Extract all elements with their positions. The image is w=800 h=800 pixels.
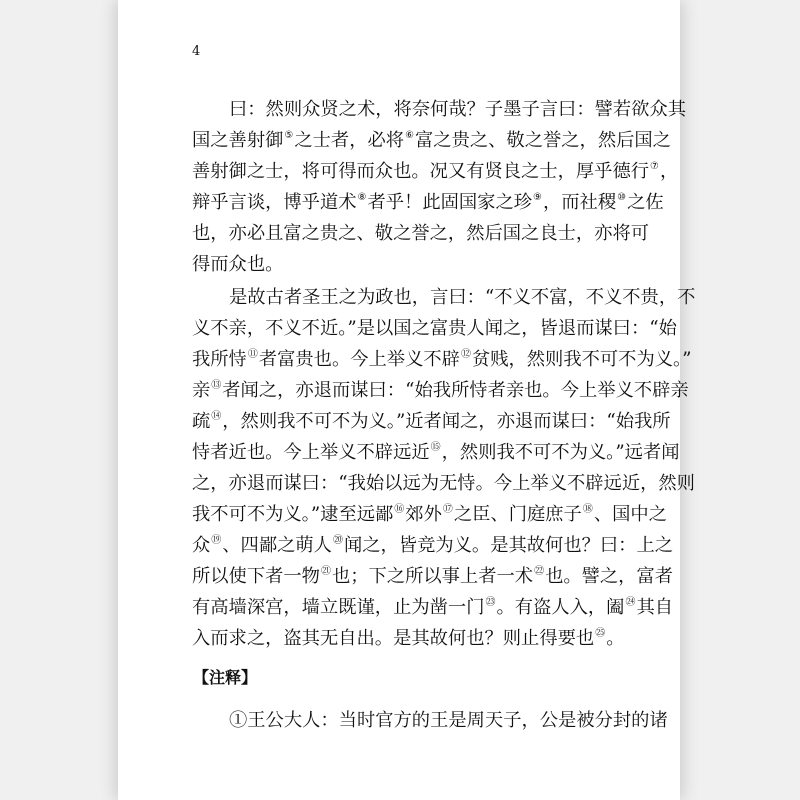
text-line: 疏⑭，然则我不可不为义。”近者闻之，亦退而谋曰：“始我所 [192,411,671,432]
footnote-marker: ⑨ [533,192,542,203]
footnote-marker: ⑤ [284,130,294,141]
text-line: 曰：然则众贤之术，将奈何哉？子墨子言曰：譬若欲众其 [229,99,687,120]
text-line: 是故古者圣王之为政也，言曰：“不义不富，不义不贵，不 [229,287,696,308]
footnote-marker: ⑦ [650,161,659,172]
text-line: 众⑲、四鄙之萌人⑳闻之，皆竞为义。是其故何也？曰：上之 [192,535,674,556]
footnote-marker: ⑧ [357,192,367,203]
page-number: 4 [192,44,201,59]
notes-heading: 【注释】 [193,668,258,687]
footnote-marker: ⑱ [582,504,593,515]
text-line: 辩乎言谈，博乎道术⑧者乎！此固国家之珍⑨，而社稷⑩之佐 [192,192,664,213]
footnote-marker: ㉑ [320,566,331,577]
text-line: 我不可不为义。”逮至远鄙⑯郊外⑰之臣、门庭庶子⑱、国中之 [192,504,667,525]
text-line: 亲⑬者闻之，亦退而谋曰：“始我所恃者亲也。今上举义不辟亲 [192,380,689,401]
footnote-marker: ⑫ [460,349,471,360]
footnote-marker: ㉕ [595,628,606,639]
text-line: 义不亲，不义不近。”是以国之富贵人闻之，皆退而谋曰：“始 [192,318,677,339]
text-line: 有高墙深宫，墙立既谨，止为凿一门㉓。有盗人入，阖㉔其自 [192,597,674,618]
footnote-marker: ㉔ [625,597,636,608]
text-line: 入而求之，盗其无自出。是其故何也？则止得要也㉕。 [192,628,625,649]
text-line: 我所恃⑪者富贵也。今上举义不辟⑫贫贱，然则我不可不为义。” [192,349,692,370]
footnote-marker: ⑪ [247,349,258,360]
footnote-marker: ⑯ [394,504,405,515]
footnote-marker: ㉒ [534,566,545,577]
footnote-marker: ⑳ [332,535,343,546]
text-line: 善射御之士，将可得而众也。况又有贤良之士，厚乎德行⑦， [192,161,679,182]
footnote-marker: ㉓ [485,597,496,608]
footnote-marker: ⑥ [405,130,415,141]
footnote-marker: ⑰ [442,504,453,515]
note-line: ①王公大人：当时官方的王是周天子，公是被分封的诸 [229,710,668,731]
footnote-marker: ⑩ [617,192,627,203]
text-line: 国之善射御⑤之士者，必将⑥富之贵之、敬之誉之，然后国之 [192,130,671,151]
text-line: 所以使下者一物㉑也；下之所以事上者一术㉒也。譬之，富者 [192,566,674,587]
text-line: 之，亦退而谋曰：“我始以远为无恃。今上举义不辟远近，然则 [192,473,695,494]
text-line: 得而众也。 [192,254,284,275]
footnote-marker: ⑬ [211,380,222,391]
book-page [118,0,696,800]
footnote-marker: ⑮ [430,442,441,453]
text-line: 恃者近也。今上举义不辟远近⑮，然则我不可不为义。”远者闻 [192,442,680,463]
text-line: 也，亦必且富之贵之、敬之誉之，然后国之良士，亦将可 [192,223,650,244]
footnote-marker: ⑭ [211,411,222,422]
footnote-marker: ⑲ [211,535,222,546]
